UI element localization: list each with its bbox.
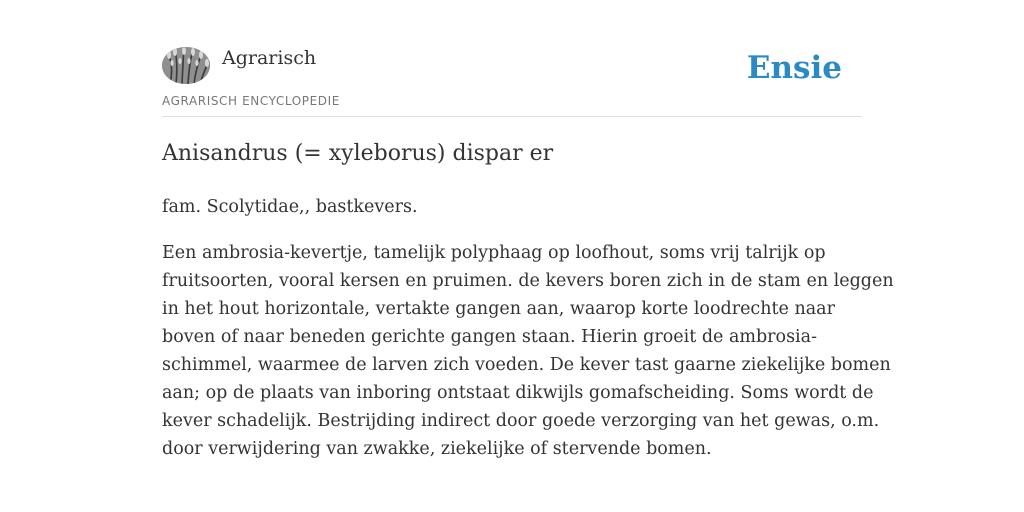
description-line: Een ambrosia-kevertje, tamelijk polyphaag op loofhout, soms vrij talrijk op (162, 243, 826, 263)
wheat-ears-icon[interactable] (162, 47, 210, 84)
description-line: kever schadelijk. Bestrijding indirect door goede verzorging van het gewas, o.m. (162, 411, 880, 431)
source-header (162, 46, 862, 117)
description-line: boven of naar beneden gerichte gangen staan. Hierin groeit de ambrosia- (162, 327, 817, 347)
description-line: door verwijdering van zwakke, ziekelijke of stervende bomen. (162, 439, 712, 459)
description-line: in het hout horizontale, vertakte gangen aan, waarop korte loodrechte naar (162, 299, 835, 319)
source-subtitle: AGRARISCH ENCYCLOPEDIE (162, 94, 340, 108)
description-line: aan; op de plaats van inboring ontstaat dikwijls gomafscheiding. Soms wordt de (162, 383, 874, 403)
source-name[interactable]: Agrarisch (222, 47, 317, 69)
entry-description (162, 239, 894, 463)
ensie-logo[interactable]: Ensie (746, 50, 842, 86)
entry-classification: fam. Scolytidae,, bastkevers. (162, 197, 418, 217)
entry-title: Anisandrus (= xyleborus) dispar er (162, 141, 554, 166)
description-line: fruitsoorten, vooral kersen en pruimen. de kevers boren zich in de stam en leggen (162, 271, 894, 291)
description-line: schimmel, waarmee de larven zich voeden. De kever tast gaarne ziekelijke bomen (162, 355, 891, 375)
